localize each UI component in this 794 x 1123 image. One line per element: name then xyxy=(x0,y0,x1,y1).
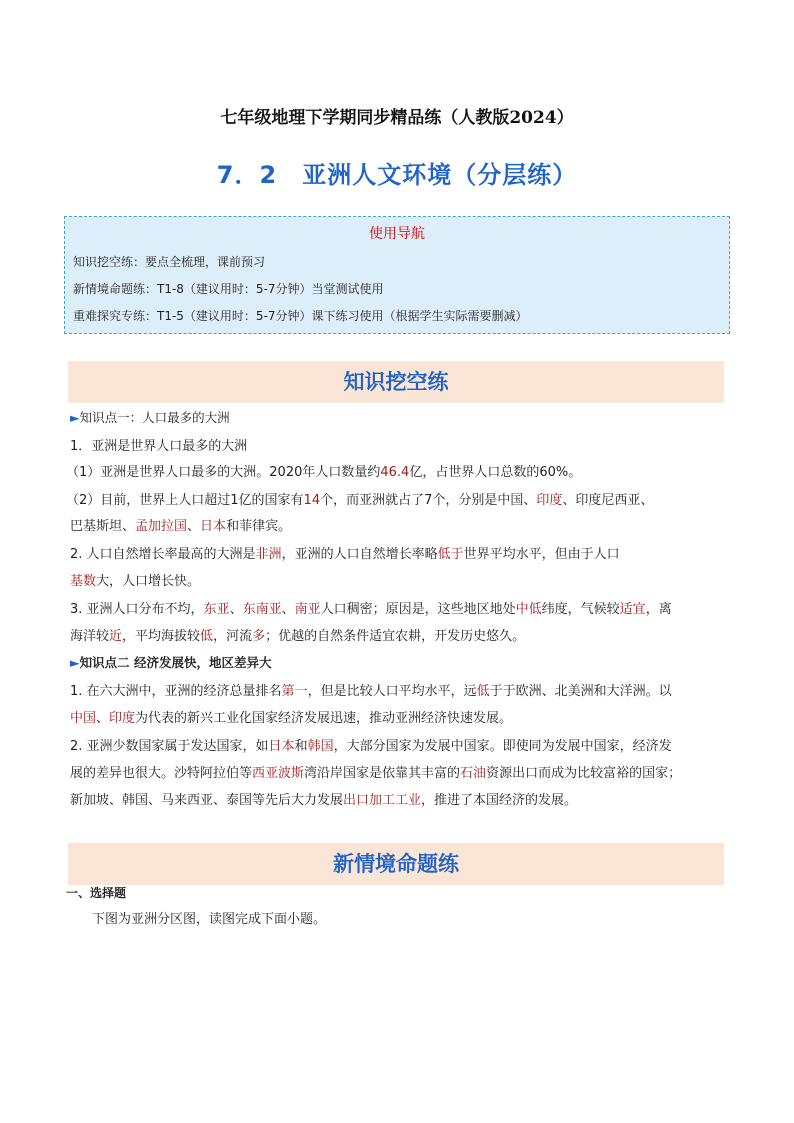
text: 、 xyxy=(281,602,295,617)
answer-blank: 多 xyxy=(252,629,266,644)
answer-blank: 印度 xyxy=(109,711,136,726)
text: 亿，占世界人口总数的60%。 xyxy=(409,465,582,480)
text: ，河流 xyxy=(213,629,253,644)
text: 湾沿岸国家是依靠其丰富的 xyxy=(304,766,461,781)
question-type-heading: 一、选择题 xyxy=(66,886,127,900)
answer-blank: 低 xyxy=(476,684,490,699)
paragraph xyxy=(70,569,200,595)
answer-blank: 适宜 xyxy=(619,602,646,617)
usage-guide-line: 新情境命题练：T1-8（建议用时：5-7分钟）当堂测试使用 xyxy=(73,282,384,296)
answer-blank: 孟加拉国 xyxy=(135,519,188,534)
text: 资源出口而成为比较富裕的国家； xyxy=(486,766,682,781)
answer-blank: 近 xyxy=(109,629,123,644)
document-title: 七年级地理下学期同步精品练（人教版2024） xyxy=(220,108,574,128)
answer-blank: 日本 xyxy=(200,519,227,534)
paragraph xyxy=(70,624,525,650)
text: 于于欧洲、北美洲和大洋洲。以 xyxy=(489,684,672,699)
usage-guide-line: 重难探究专练：T1-5（建议用时：5-7分钟）课下练习使用（根据学生实际需要删减） xyxy=(73,309,528,323)
text: 大，人口增长快。 xyxy=(96,574,201,589)
text: 海洋较 xyxy=(70,629,110,644)
answer-blank: 东南亚 xyxy=(242,602,282,617)
answer-blank: 14 xyxy=(303,493,321,508)
answer-blank: 低 xyxy=(200,629,214,644)
text: 世界平均水平，但由于人口 xyxy=(463,547,620,562)
knowledge-point-heading xyxy=(70,650,271,676)
usage-guide-title: 使用导航 xyxy=(369,226,425,242)
text: ，推进了本国经济的发展。 xyxy=(421,793,578,808)
text: 2. 人口自然增长率最高的大洲是 xyxy=(70,547,256,562)
text: 人口稠密；原因是，这些地区地处 xyxy=(320,602,516,617)
usage-guide-line: 知识挖空练：要点全梳理，课前预习 xyxy=(73,255,266,269)
paragraph xyxy=(70,734,672,760)
paragraph xyxy=(70,706,512,732)
text: ，但是比较人口平均水平，远 xyxy=(307,684,477,699)
text: 、 xyxy=(96,711,110,726)
text: 为代表的新兴工业化国家经济发展迅速，推动亚洲经济快速发展。 xyxy=(135,711,513,726)
answer-blank: 中国 xyxy=(70,711,97,726)
chapter-title: 7．2 亚洲人文环境（分层练） xyxy=(216,161,578,189)
text: 纬度，气候较 xyxy=(541,602,620,617)
triangle-marker-icon: ► xyxy=(70,410,80,425)
text: 展的差异也很大。沙特阿拉伯等 xyxy=(70,766,253,781)
text: ，离 xyxy=(645,602,672,617)
answer-blank: 非洲 xyxy=(255,547,282,562)
knowledge-point-heading xyxy=(70,405,230,431)
paragraph xyxy=(70,679,672,705)
text: ，大部分国家为发展中国家。即使同为发展中国家，经济发 xyxy=(333,739,672,754)
text: 、 xyxy=(229,602,243,617)
text: 、 xyxy=(187,519,201,534)
paragraph xyxy=(66,460,581,486)
text: 巴基斯坦、 xyxy=(70,519,136,534)
text: 3. 亚洲人口分布不均， xyxy=(70,602,204,617)
usage-guide-box xyxy=(64,216,730,334)
answer-blank: 南亚 xyxy=(294,602,321,617)
answer-blank: 西亚波斯 xyxy=(252,766,305,781)
answer-blank: 东亚 xyxy=(203,602,230,617)
text: ；优越的自然条件适宜农耕，开发历史悠久。 xyxy=(265,629,526,644)
answer-blank: 46.4 xyxy=(380,465,410,480)
answer-blank: 中低 xyxy=(515,602,542,617)
knowledge-point-label: 知识点二 经济发展快，地区差异大 xyxy=(79,655,272,670)
answer-blank: 出口加工工业 xyxy=(343,793,422,808)
answer-blank: 低于 xyxy=(437,547,464,562)
text: ，平均海拔较 xyxy=(122,629,201,644)
text: 1. 在六大洲中，亚洲的经济总量排名 xyxy=(70,684,282,699)
section-header-new-context: 新情境命题练 xyxy=(68,843,724,885)
text: 2. 亚洲少数国家属于发达国家，如 xyxy=(70,739,269,754)
paragraph xyxy=(66,488,653,514)
paragraph xyxy=(70,542,620,568)
paragraph-heading: 1．亚洲是世界人口最多的大洲 xyxy=(70,439,248,454)
text: （2）目前，世界上人口超过1亿的国家有 xyxy=(66,493,304,508)
paragraph xyxy=(70,514,291,540)
section-header-knowledge: 知识挖空练 xyxy=(68,361,724,403)
answer-blank: 基数 xyxy=(70,574,97,589)
paragraph xyxy=(70,597,672,623)
paragraph xyxy=(70,761,681,787)
paragraph xyxy=(70,788,577,814)
text: 和菲律宾。 xyxy=(226,519,292,534)
text: 和 xyxy=(294,739,308,754)
text: 、印度尼西亚、 xyxy=(562,493,654,508)
text: 个，而亚洲就占了7个，分别是中国、 xyxy=(320,493,537,508)
answer-blank: 石油 xyxy=(460,766,487,781)
triangle-marker-icon: ► xyxy=(70,655,80,670)
text: ，亚洲的人口自然增长率略 xyxy=(281,547,438,562)
question-intro: 下图为亚洲分区图，读图完成下面小题。 xyxy=(92,912,327,927)
answer-blank: 第一 xyxy=(281,684,308,699)
answer-blank: 韩国 xyxy=(307,739,334,754)
answer-blank: 印度 xyxy=(536,493,563,508)
text: 新加坡、韩国、马来西亚、泰国等先后大力发展 xyxy=(70,793,344,808)
text: （1）亚洲是世界人口最多的大洲。2020年人口数量约 xyxy=(66,465,381,480)
answer-blank: 日本 xyxy=(268,739,295,754)
knowledge-point-label: 知识点一：人口最多的大洲 xyxy=(79,410,230,425)
